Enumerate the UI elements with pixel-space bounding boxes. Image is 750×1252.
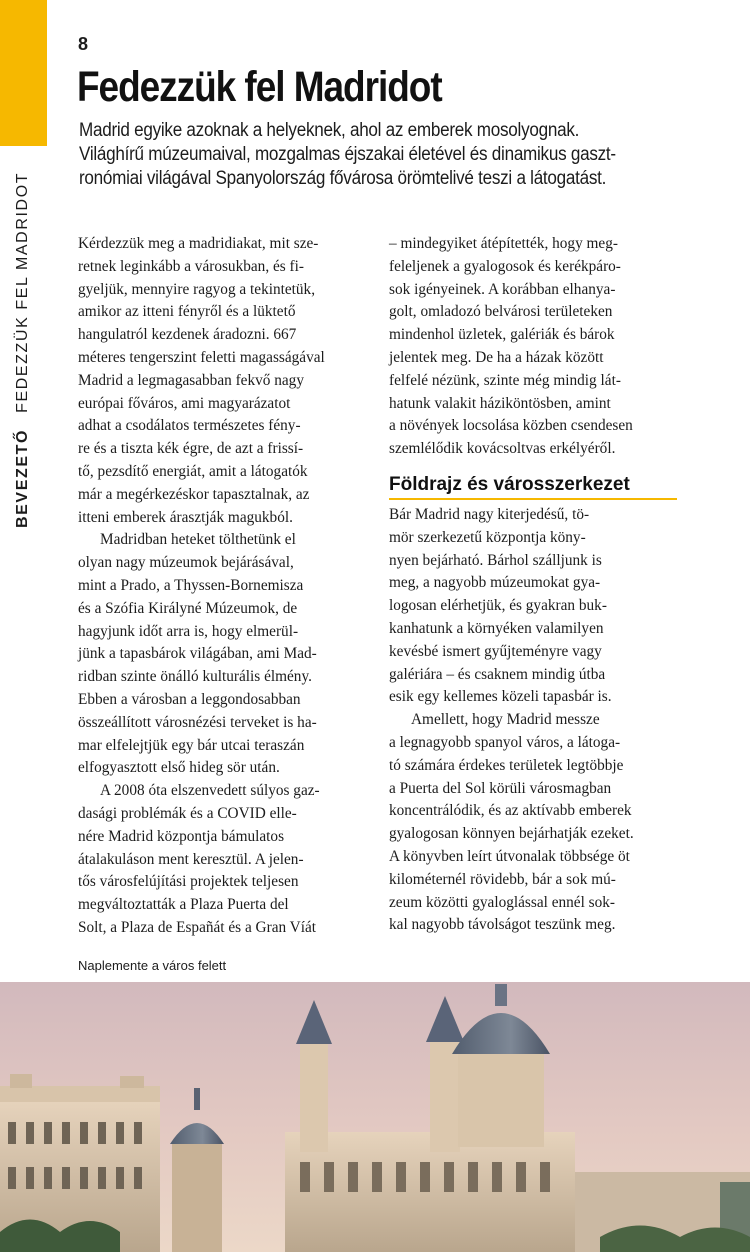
text-line: A 2008 óta elszenvedett súlyos gaz- (100, 782, 320, 800)
chapter-color-tab (0, 0, 47, 146)
text-line: tő, pezsdítő energiát, amit a látogatók (78, 462, 308, 480)
text-line: a legnagyobb spanyol város, a látoga- (389, 733, 621, 751)
page-number: 8 (78, 34, 89, 54)
text-line: kilométernél rövidebb, bár a sok mú- (389, 870, 616, 888)
paragraph (78, 780, 378, 940)
text-line: hatunk valakit háziköntösben, amint (389, 394, 611, 412)
lead-line: Madrid egyike azoknak a helyeknek, ahol az emberek mosolyognak. (79, 120, 580, 141)
text-line: méteres tengerszint feletti magasságával (78, 348, 325, 366)
text-column-right (389, 233, 689, 937)
text-line: meg, a nagyobb múzeumokat gya- (389, 574, 601, 592)
text-line: re és a tiszta kék égre, de azt a frissí- (78, 440, 304, 458)
text-line: golt, omladozó belvárosi területeken (389, 303, 613, 321)
text-line: kal nagyobb távolságot teszünk meg. (389, 916, 616, 934)
text-line: olyan nagy múzeumok bejárásával, (78, 554, 294, 572)
text-line: jelentek meg. De ha a házak között (389, 348, 604, 366)
lead-line: Világhírű múzeumaival, mozgalmas éjszakai életével és dinamikus gaszt- (79, 144, 616, 165)
text-line: megváltoztatták a Plaza Puerta del (78, 896, 289, 914)
side-label-chapter: FEDEZZÜK FEL MADRIDOT (14, 171, 31, 413)
text-line: tős városfelújítási projektek teljesen (78, 873, 299, 891)
text-line: felfelé nézünk, szinte még mindig lát- (389, 371, 621, 389)
text-line: Amellett, hogy Madrid messze (411, 711, 600, 729)
text-line: nyen bejárható. Bárhol szálljunk is (389, 551, 602, 569)
lead-line: ronómiai világával Spanyolország fővárosa örömtelivé teszi a látogatást. (79, 168, 607, 189)
text-line: esik egy kellemes közeli tapasbár is. (389, 688, 612, 706)
text-line: mindenhol üzletek, galériák és bárok (389, 326, 615, 344)
text-line: tó számára érdekes területek legtöbbje (389, 756, 624, 774)
text-column-left (78, 233, 378, 940)
text-line: mint a Prado, a Thyssen-Bornemisza (78, 576, 304, 594)
text-line: már a megérkezéskor tapasztalnak, az (78, 485, 310, 503)
text-line: mar elfelejtjük egy bár utcai teraszán (78, 736, 305, 754)
text-line: logosan elérhetjük, és gyakran buk- (389, 597, 607, 615)
text-line: a növények locsolása közben csendesen (389, 417, 633, 435)
text-line: – mindegyiket átépítették, hogy meg- (389, 235, 618, 252)
text-line: koncentrálódik, és az aktívabb emberek (389, 802, 632, 820)
paragraph (389, 709, 689, 937)
side-running-header (14, 172, 32, 528)
text-line: Madridban heteket tölthetünk el (100, 531, 296, 549)
text-line: hangulatról kezdenek áradozni. 667 (78, 326, 297, 344)
paragraph (78, 529, 378, 780)
paragraph (389, 233, 689, 461)
text-line: sok igényeinek. A korábban elhanya- (389, 280, 616, 298)
text-line: zeum közötti gyaloglással ennél sok- (389, 893, 615, 911)
madrid-skyline-photo (0, 982, 750, 1252)
text-line: és a Szófia Királyné Múzeumok, de (78, 599, 298, 617)
text-line: gyalogosan könnyen bejárhatják ezeket. (389, 825, 634, 843)
text-line: gyeljük, mennyire ragyog a tekintetük, (78, 280, 316, 298)
section-heading: Földrajz és városszerkezet (389, 473, 677, 500)
paragraph (389, 504, 689, 709)
text-line: Bár Madrid nagy kiterjedésű, tö- (389, 505, 590, 523)
page-title: Fedezzük fel Madridot (77, 63, 442, 111)
text-line: összeállított városnézési terveket is ha- (78, 713, 317, 731)
text-line: A könyvben leírt útvonalak többsége öt (389, 847, 630, 865)
text-line: Solt, a Plaza de Españát és a Gran Víát (78, 918, 317, 936)
text-line: Kérdezzük meg a madridiakat, mit sze- (78, 235, 319, 252)
text-line: a Puerta del Sol körüli városmagban (389, 779, 612, 797)
text-line: jünk a tapasbárok világában, ami Mad- (78, 645, 317, 663)
text-line: elfogyasztott első hideg sör után. (78, 759, 280, 777)
text-line: hagyjunk időt arra is, hogy elmerül- (78, 622, 299, 640)
text-line: kevésbé ismert gyűjteményre vagy (389, 642, 602, 660)
side-label-section: BEVEZETŐ (14, 428, 31, 528)
paragraph (78, 233, 378, 529)
text-line: adhat a csodálatos természetes fény- (78, 417, 301, 435)
text-line: Ebben a városban a leggondosabban (78, 690, 301, 708)
text-line: átalakuláson ment keresztül. A jelen- (78, 850, 304, 868)
text-line: ridban szinte önálló kulturális élmény. (78, 668, 312, 686)
photo-caption: Naplemente a város felett (78, 958, 227, 973)
text-line: nére Madrid központja bámulatos (78, 827, 285, 845)
text-line: szemlélődik kovácsoltvas erkélyéről. (389, 440, 616, 458)
text-line: retnek leginkább a városukban, és fi- (78, 257, 304, 275)
text-line: mör szerkezetű központja köny- (389, 528, 586, 546)
text-line: itteni emberek árasztják magukból. (78, 508, 293, 526)
lead-paragraph (79, 119, 729, 191)
text-line: európai főváros, ami magyarázatot (78, 394, 291, 412)
text-line: Madrid a legmagasabban fekvő nagy (78, 371, 304, 389)
text-line: dasági problémák és a COVID elle- (78, 804, 297, 822)
text-line: feleljenek a gyalogosok és kerékpáro- (389, 257, 621, 275)
text-line: galériára – és csaknem mindig útba (389, 665, 606, 683)
text-line: amikor az itteni fényről és a lüktető (78, 303, 296, 321)
text-line: kanhatunk a környéken valamilyen (389, 619, 604, 637)
